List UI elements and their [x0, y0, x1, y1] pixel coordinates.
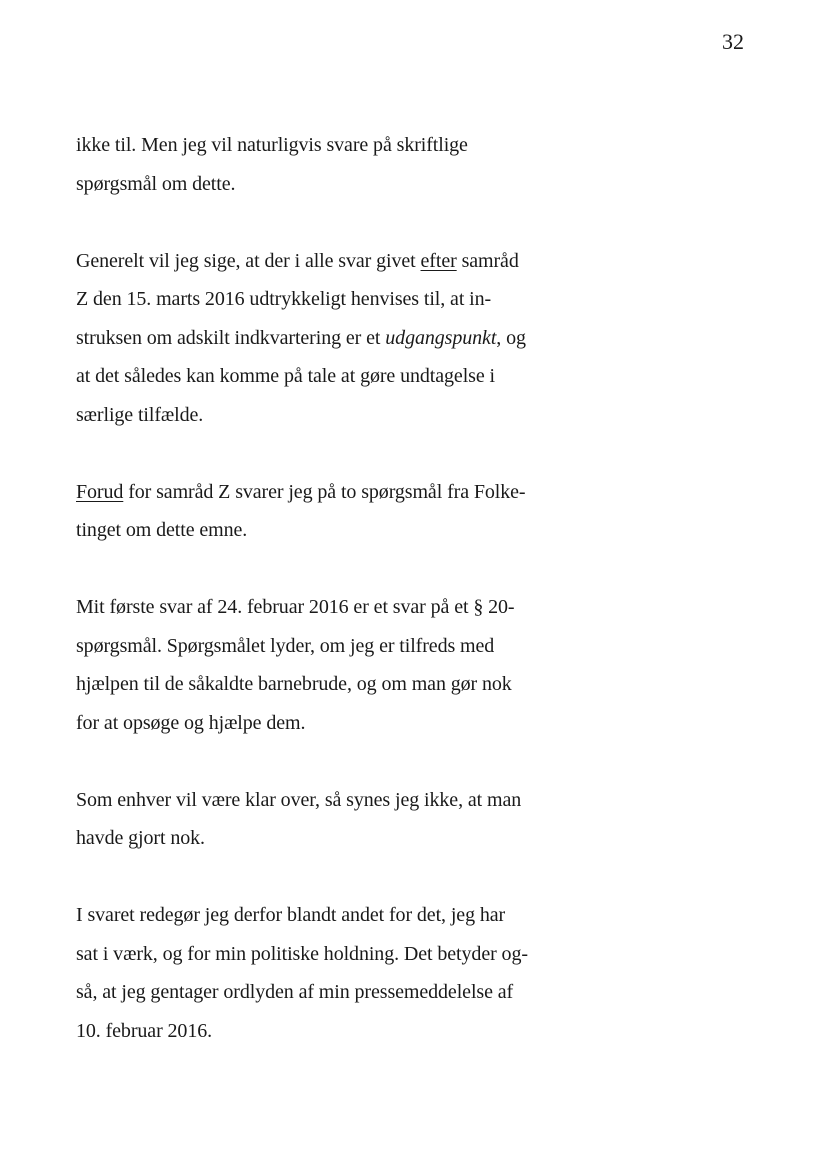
text-segment: struksen om adskilt indkvartering er et: [76, 326, 386, 349]
text-line: spørgsmål om dette.: [76, 172, 236, 195]
text-line: hjælpen til de såkaldte barnebrude, og om man gør nok: [76, 673, 512, 695]
text-line: for at opsøge og hjælpe dem.: [76, 711, 306, 734]
text-segment: Generelt vil jeg sige, at der i alle svar givet: [76, 249, 421, 272]
body-text: [76, 126, 606, 1089]
text-line: Som enhver vil være klar over, så synes jeg ikke, at man: [76, 788, 522, 811]
paragraph-6: [76, 896, 606, 1050]
text-line: tinget om dette emne.: [76, 519, 248, 541]
text-segment: samråd: [456, 249, 519, 272]
text-line: [76, 319, 606, 358]
text-line: [76, 473, 606, 512]
paragraph-1: [76, 126, 606, 203]
text-line: havde gjort nok.: [76, 827, 205, 849]
text-line: [76, 242, 606, 281]
paragraph-4: [76, 588, 606, 742]
text-segment: for samråd Z svarer jeg på to spørgsmål fra Folke-: [123, 480, 526, 503]
underlined-word: efter: [420, 249, 457, 272]
text-line: 10. februar 2016.: [76, 1019, 213, 1042]
text-segment: , og: [496, 326, 526, 349]
text-line: spørgsmål. Spørgsmålet lyder, om jeg er tilfreds med: [76, 634, 495, 657]
text-line: særlige tilfælde.: [76, 403, 204, 426]
text-line: sat i værk, og for min politiske holdning. Det betyder og-: [76, 942, 528, 965]
text-line: Mit første svar af 24. februar 2016 er et svar på et § 20-: [76, 596, 515, 618]
text-line: ikke til. Men jeg vil naturligvis svare på skriftlige: [76, 134, 468, 156]
paragraph-2: [76, 242, 606, 435]
text-line: Z den 15. marts 2016 udtrykkeligt henvises til, at in-: [76, 288, 492, 310]
text-line: så, at jeg gentager ordlyden af min pressemeddelelse af: [76, 981, 514, 1003]
italic-word: udgangspunkt: [385, 326, 497, 349]
text-line: at det således kan komme på tale at gøre undtagelse i: [76, 365, 495, 387]
paragraph-3: [76, 473, 606, 550]
page-number: 32: [722, 29, 744, 54]
text-line: I svaret redegør jeg derfor blandt andet for det, jeg har: [76, 904, 506, 926]
paragraph-5: [76, 781, 606, 858]
underlined-word: Forud: [76, 480, 124, 503]
